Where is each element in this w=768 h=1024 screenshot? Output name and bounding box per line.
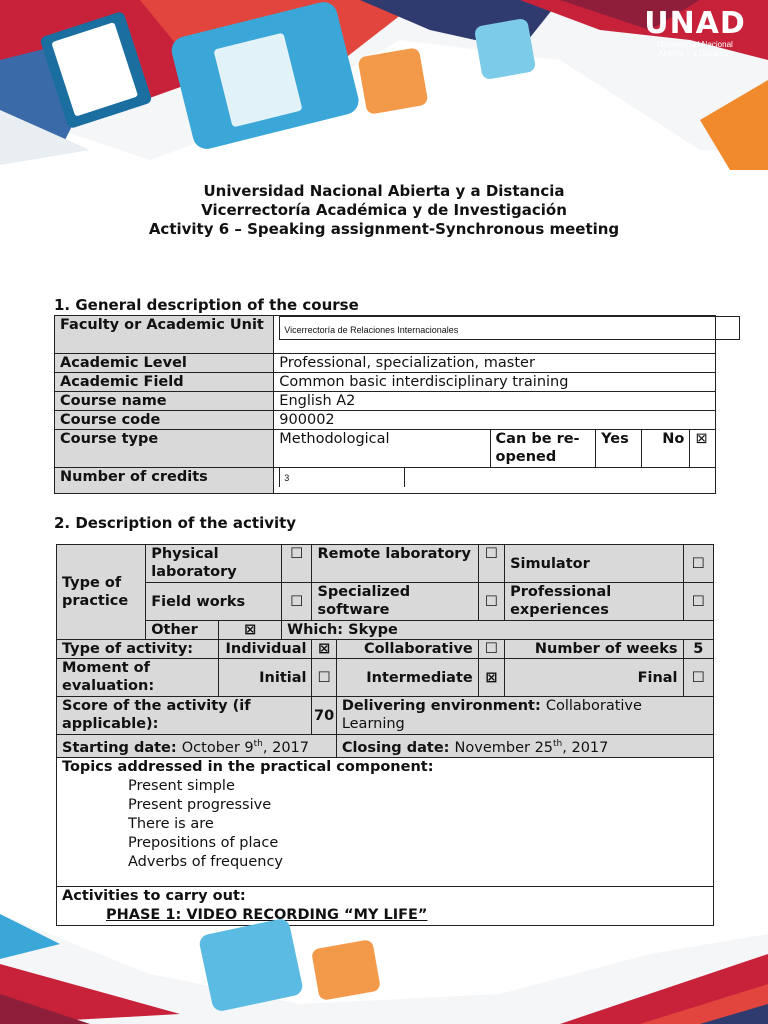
type-activity-label: Type of activity: (57, 640, 219, 659)
reopen-label: Can be re-opened (490, 430, 596, 468)
specialized-software-checkbox[interactable]: ☐ (478, 583, 504, 621)
field-value: Common basic interdisciplinary training (274, 373, 716, 392)
topic-item: There is are (128, 815, 214, 832)
specialized-software-label: Specialized software (312, 583, 478, 621)
topic-item: Present progressive (128, 796, 272, 813)
start-sup: th (253, 739, 263, 749)
remote-lab-label: Remote laboratory (312, 545, 478, 583)
score-label: Score of the activity (if applicable): (57, 697, 312, 735)
close-label: Closing date: (341, 739, 450, 756)
section-1-heading: 1. General description of the course (54, 296, 359, 314)
collaborative-label: Collaborative (336, 640, 478, 659)
physical-lab-label: Physical laboratory (146, 545, 282, 583)
activities-label: Activities to carry out: (62, 887, 246, 904)
unad-logo: UNAD Universidad Nacional Abierta y a Distancia (644, 6, 746, 58)
topic-item: Prepositions of place (128, 834, 279, 851)
footer-banner (0, 914, 768, 1024)
course-type-value: Methodological (274, 430, 490, 468)
section-2-heading: 2. Description of the activity (54, 514, 297, 532)
type-practice-label: Type of practice (57, 545, 146, 640)
field-works-label: Field works (146, 583, 282, 621)
delivering-label: Delivering environment: (341, 698, 541, 714)
course-code-value: 900002 (274, 411, 716, 430)
physical-lab-checkbox[interactable]: ☐ (282, 545, 312, 583)
delivering-value: Collaborative Learning (341, 698, 642, 732)
no-label: No (642, 430, 690, 468)
which-label: Which: Skype (282, 621, 714, 640)
final-checkbox[interactable]: ☐ (683, 659, 713, 697)
score-value: 70 (312, 697, 336, 735)
close-year: , 2017 (562, 739, 609, 756)
initial-checkbox[interactable]: ☐ (312, 659, 336, 697)
course-code-label: Course code (55, 411, 274, 430)
simulator-checkbox[interactable]: ☐ (683, 545, 713, 583)
individual-label: Individual (219, 640, 312, 659)
close-sup: th (553, 739, 563, 749)
close-value: November 25 (454, 739, 554, 756)
book-tile (357, 47, 428, 115)
level-value: Professional, specialization, master (274, 354, 716, 373)
intermediate-label: Intermediate (336, 659, 478, 697)
course-description-table (54, 315, 716, 494)
professional-experiences-label: Professional experiences (505, 583, 683, 621)
weeks-value: 5 (683, 640, 713, 659)
phase-1-title: PHASE 1: VIDEO RECORDING “MY LIFE” (106, 906, 428, 923)
title-line-3: Activity 6 – Speaking assignment-Synchronous meeting (148, 220, 620, 238)
faculty-label: Faculty or Academic Unit (55, 316, 274, 354)
yes-label: Yes (596, 430, 642, 468)
field-works-checkbox[interactable]: ☐ (282, 583, 312, 621)
individual-checkbox[interactable]: ⊠ (312, 640, 336, 659)
intermediate-checkbox[interactable]: ⊠ (478, 659, 504, 697)
moment-label: Moment of evaluation: (57, 659, 219, 697)
topics-label: Topics addressed in the practical component: (62, 758, 434, 775)
weeks-label: Number of weeks (505, 640, 683, 659)
course-type-label: Course type (55, 430, 274, 468)
remote-lab-checkbox[interactable]: ☐ (478, 545, 504, 583)
course-name-value: English A2 (274, 392, 716, 411)
other-checkbox[interactable]: ⊠ (219, 621, 282, 640)
other-label: Other (146, 621, 219, 640)
document-title-block (0, 182, 768, 239)
course-name-label: Course name (55, 392, 274, 411)
faculty-value: Vicerrectoría de Relaciones Internacionales (284, 325, 459, 335)
topic-item: Present simple (128, 777, 235, 794)
start-value: October 9 (181, 739, 254, 756)
professional-experiences-checkbox[interactable]: ☐ (683, 583, 713, 621)
collaborative-checkbox[interactable]: ☐ (478, 640, 504, 659)
credits-value: 3 (284, 473, 290, 483)
credits-label: Number of credits (55, 468, 274, 494)
initial-label: Initial (219, 659, 312, 697)
level-label: Academic Level (55, 354, 274, 373)
field-label: Academic Field (55, 373, 274, 392)
title-line-2: Vicerrectoría Académica y de Investigación (201, 201, 567, 219)
start-label: Starting date: (62, 739, 177, 756)
topic-item: Adverbs of frequency (128, 853, 284, 870)
activity-description-table (56, 544, 714, 926)
start-year: , 2017 (262, 739, 309, 756)
final-label: Final (505, 659, 683, 697)
no-checkbox[interactable]: ⊠ (690, 430, 716, 468)
simulator-label: Simulator (505, 545, 683, 583)
title-line-1: Universidad Nacional Abierta y a Distancia (203, 182, 565, 200)
